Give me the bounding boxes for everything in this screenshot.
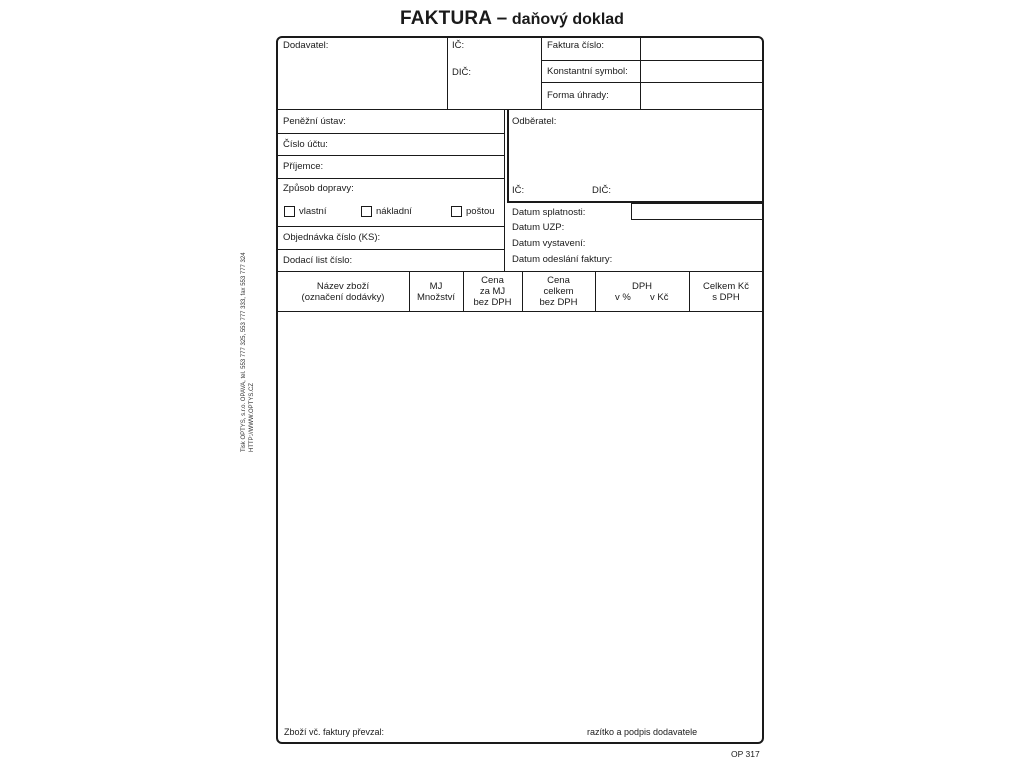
divider [277,133,505,134]
divider [277,226,505,227]
recipient-label: Příjemce: [283,161,324,172]
col-header-mj-line2: Množství [416,292,455,303]
issue-date-label: Datum vystavení: [512,238,586,249]
divider [541,82,763,83]
order-number-label: Objednávka číslo (KS): [283,232,381,243]
supplier-ic-label: IČ: [452,40,465,51]
col-header-total-line2: s DPH [712,292,740,303]
customer-label: Odběratel: [512,116,557,127]
title-dash: – [496,8,508,29]
invoice-number-label: Faktura číslo: [547,40,605,51]
stamp-signature-label: razítko a podpis dodavatele [587,727,698,737]
col-header-price-unit-line2: za MJ [479,286,506,297]
account-number-label: Číslo účtu: [283,139,328,150]
checkbox-postou[interactable] [451,206,462,217]
col-header-total [689,281,763,303]
col-header-vat-line1: DPH [631,281,653,292]
col-header-total-line1: Celkem Kč [703,281,749,292]
transport-label: Způsob dopravy: [283,183,354,194]
invoice-frame [276,36,764,744]
divider [277,109,763,110]
col-header-vat-sub [595,292,689,303]
checkbox-vlastni[interactable] [284,206,295,217]
customer-ic-label: IČ: [512,185,525,196]
document-title [0,8,1024,30]
delivery-note-label: Dodací list číslo: [283,255,353,266]
received-by-label: Zboží vč. faktury převzal: [284,727,385,737]
col-header-price-unit-line3: bez DPH [473,297,512,308]
uzp-date-label: Datum UZP: [512,222,565,233]
printer-note [240,252,256,452]
checkbox-postou-label: poštou [466,206,495,217]
sent-date-label: Datum odeslání faktury: [512,254,613,265]
customer-dic-label: DIČ: [592,185,611,196]
title-main: FAKTURA [400,8,493,29]
bank-label: Peněžní ústav: [283,116,346,127]
col-header-name-line1: Název zboží [316,281,370,292]
col-header-price-total-line1: Cena [547,275,570,286]
divider [277,249,505,250]
supplier-label: Dodavatel: [283,40,329,51]
printer-note-line1: Tisk OPTYS, s.r.o. OPAVA, tel. 553 777 325, 553 777 333, fax 553 777 324 [241,252,247,452]
divider [277,155,505,156]
col-header-vat-percent: v % [615,292,631,303]
table-top-line [277,271,763,272]
supplier-dic-label: DIČ: [452,67,471,78]
divider [277,178,505,179]
checkbox-nakladni-label: nákladní [376,206,412,217]
constant-symbol-label: Konstantní symbol: [547,66,628,77]
col-header-price-total-line3: bez DPH [539,297,578,308]
col-header-vat-czk: v Kč [650,292,669,303]
col-header-price-unit [463,275,522,308]
customer-box-border [507,110,509,202]
printer-note-line2: HTTP://WWW.OPTYS.CZ [249,383,255,452]
col-header-price-total [522,275,595,308]
due-date-box [631,203,763,220]
col-header-mj-line1: MJ [429,281,443,292]
checkbox-vlastni-label: vlastní [299,206,327,217]
col-header-name-line2: (označení dodávky) [301,292,385,303]
divider [541,37,542,109]
col-header-vat [595,281,689,303]
col-header-price-unit-line1: Cena [481,275,504,286]
title-sub: daňový doklad [511,11,624,28]
col-header-price-total-line2: celkem [543,286,574,297]
divider [504,109,505,271]
payment-method-label: Forma úhrady: [547,90,609,101]
checkbox-nakladni[interactable] [361,206,372,217]
divider [640,37,641,109]
form-code: OP 317 [731,749,760,759]
due-date-label: Datum splatnosti: [512,207,586,218]
col-header-mj [409,281,463,303]
table-header-bottom-line [277,311,763,312]
col-header-name [277,281,409,303]
divider [541,60,763,61]
divider [447,37,448,109]
